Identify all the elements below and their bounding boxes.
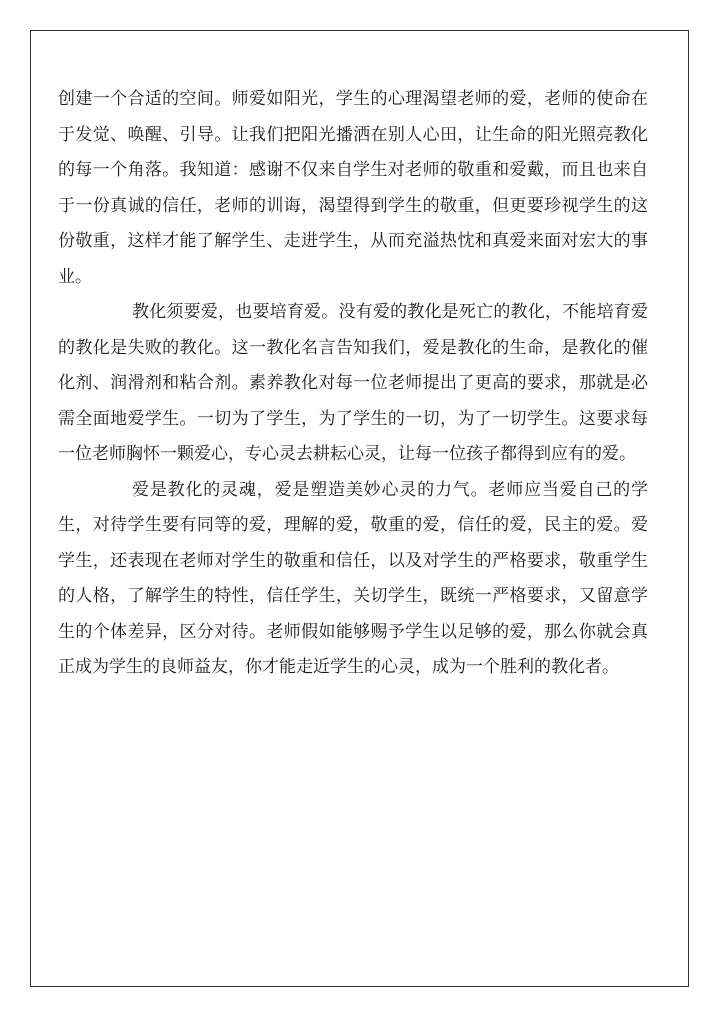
document-body — [58, 82, 648, 686]
paragraph-1: 创建一个合适的空间。师爱如阳光，学生的心理渴望老师的爱，老师的使命在于发觉、唤醒、引导。让我们把阳光播洒在别人心田，让生命的阳光照亮教化的每一个角落。我知道：感谢不仅来自学生对老师的敬重和爱戴，而且也来自于一份真诚的信任，老师的训诲，渴望得到学生的敬重，但更要珍视学生的这份敬重，这样才能了解学生、走进学生，从而充溢热忱和真爱来面对宏大的事业。 — [58, 89, 648, 287]
paragraph-3: 爱是教化的灵魂，爱是塑造美妙心灵的力气。老师应当爱自己的学生，对待学生要有同等的爱，理解的爱，敬重的爱，信任的爱，民主的爱。爱学生，还表现在老师对学生的敬重和信任，以及对学生的严格要求，敬重学生的人格，了解学生的特性，信任学生，关切学生，既统一严格要求，又留意学生的个体差异，区分对待。老师假如能够赐予学生以足够的爱，那么你就会真正成为学生的良师益友，你才能走近学生的心灵，成为一个胜利的教化者。 — [58, 479, 648, 677]
paragraph-2: 教化须要爱，也要培育爱。没有爱的教化是死亡的教化，不能培育爱的教化是失败的教化。这一教化名言告知我们，爱是教化的生命，是教化的催化剂、润滑剂和粘合剂。素养教化对每一位老师提出了更高的要求，那就是必需全面地爱学生。一切为了学生，为了学生的一切，为了一切学生。这要求每一位老师胸怀一颗爱心，专心灵去耕耘心灵，让每一位孩子都得到应有的爱。 — [58, 302, 648, 464]
